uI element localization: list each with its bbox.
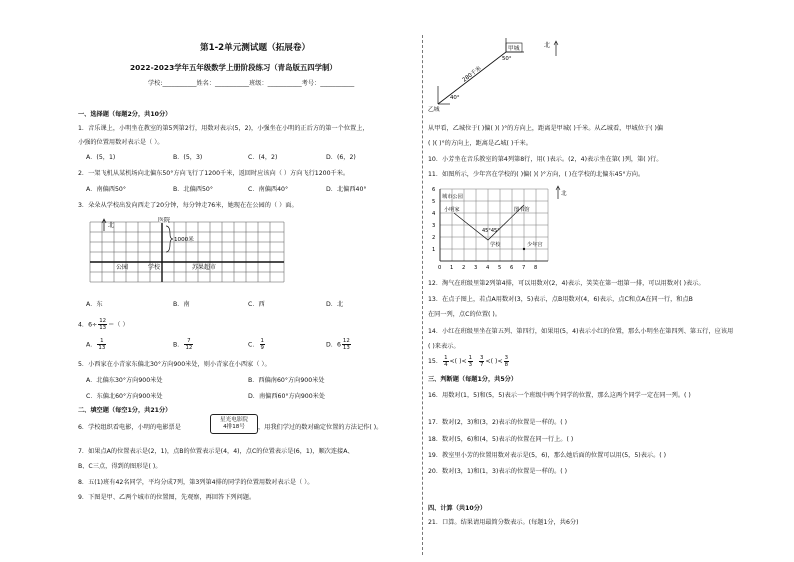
question-1: 1．音乐课上，小明坐在教室的第5列第2行，用数对表示(5，2)，小强坐在小明的正后方的第一个位置上， <box>78 125 369 132</box>
map-distance-label: 1000米 <box>174 237 194 243</box>
q4-option-a-num: 1 <box>97 338 106 345</box>
question-14-cont: ( )来表示。 <box>428 343 460 350</box>
city-compass-figure <box>428 38 568 118</box>
question-9: 9．下图是甲、乙两个城市的位置图，先观察，再回答下列问题。 <box>78 494 256 501</box>
q15-frac-1: $\frac{1}{4}$ <box>444 354 448 368</box>
q4-option-a-label: A． <box>86 341 97 349</box>
q4-prefix: 4．6÷ <box>78 321 98 329</box>
map-market-label: 苏果超市 <box>192 264 217 271</box>
question-5: 5．小西家在小青家东偏北30°方向900米处，则小青家在小西家（ ）。 <box>78 361 271 368</box>
x-tick-4: 4 <box>486 265 490 271</box>
q4-option-b-label: B． <box>173 341 184 349</box>
map-hospital-label: 医院 <box>158 217 171 224</box>
question-7: 7．如果点A的位置表示是(2，1)，点B的位置表示是(4，4)，点C的位置表示是(6，1)，顺次连接A、 <box>78 448 354 455</box>
q5-option-a: A．北偏东30°方向900米处 <box>86 377 163 384</box>
y-tick-4: 4 <box>432 211 436 217</box>
q4-option-b <box>173 338 194 353</box>
y-tick-1: 1 <box>432 247 436 253</box>
question-12: 12．淘气在班级里第2列第4排，可以用数对(2，4)表示，笑笑在第一组第一排，可以用数对( )表示。 <box>428 280 705 287</box>
q1-option-b: B．(5，3) <box>173 154 203 161</box>
q2-option-b: B．北偏西50° <box>173 186 213 193</box>
distance-label: 280千米 <box>461 65 483 84</box>
q15-frac-4: $\frac{3}{8}$ <box>504 354 509 368</box>
map-school-label: 学校 <box>148 264 161 271</box>
q4-option-a-den: 13 <box>98 345 106 351</box>
x-tick-6: 6 <box>510 265 514 271</box>
q3-map-figure <box>88 217 318 285</box>
question-7-cont: B、C三点，得到的图形是( )。 <box>78 463 162 470</box>
question-14: 14．小红在班级里坐在第五列、第四行，如果用(5，4)表示小红的位置，那么小明坐在第四列、第五行，应该用 <box>428 328 734 335</box>
q4-option-b-den: 12 <box>185 345 193 351</box>
grid-place-youth-palace: 少年宫 <box>527 242 543 248</box>
q4-option-c-fraction <box>260 338 265 351</box>
map-north-label: 北 <box>108 222 115 229</box>
question-18: 18．数对(5，6)和(4，5)表示的位置在同一行上。( ) <box>428 436 574 443</box>
q4-option-d-num: 12 <box>342 338 350 344</box>
page-title: 第1-2单元测试题（拓展卷） <box>200 43 311 53</box>
map-grid <box>90 222 284 282</box>
q4-option-c-label: C． <box>248 341 259 349</box>
question-1-cont: 小强的位置用数对表示是（ ）。 <box>78 139 164 146</box>
question-8: 8．五(1)班有42名同学，平均分成7列，第3列第4排的同学的位置用数对表示是（ ）。 <box>78 479 314 486</box>
y-tick-2: 2 <box>432 235 436 241</box>
q4-option-c <box>248 338 266 353</box>
jia-angle: 50° <box>502 56 512 62</box>
place-grid-figure <box>428 183 578 275</box>
x-tick-8: 8 <box>534 265 538 271</box>
q3-option-b: B．南 <box>173 301 190 308</box>
q2-option-a: A．南偏西50° <box>86 186 126 193</box>
y-tick-5: 5 <box>432 199 436 205</box>
question-20: 20．数对(3，1)和(1，3)表示的位置是一样的。( ) <box>428 468 568 475</box>
q5-option-d: D．南偏西60°方向900米处 <box>248 393 326 400</box>
question-3: 3．朵朵从学校出发向西走了20分钟，每分钟走76米，她现在在公园的（ ）面。 <box>78 202 298 209</box>
y-tick-6: 6 <box>432 187 436 193</box>
question-9-part1: 从甲看，乙城位于( )偏( )( )°的方向上，距离是甲城( )千米。从乙城看，甲城位于( )偏 <box>428 125 664 132</box>
question-15: 15． $\frac{1}{4}$ <( )< $\frac{1}{3}$ $\frac{3}{7}$ <( )< $\frac{3}{8}$ <box>428 354 509 368</box>
question-21: 21．口算。结果请用最简分数表示。(每题1分，共6分) <box>428 519 579 526</box>
q4-option-d-label: D．6 <box>326 341 341 349</box>
question-4 <box>78 318 129 333</box>
grid-angles: 45°45° <box>482 228 500 234</box>
q15-frac-3: $\frac{3}{7}$ <box>480 354 484 368</box>
question-13: 13．在点子图上，若点A用数对(3，5)表示，点B用数对(4，6)表示，点C和点A在同一行，和点B <box>428 296 693 303</box>
x-tick-2: 2 <box>462 265 466 271</box>
grid-place-xiaoming: 小明家 <box>444 207 460 213</box>
page-subtitle: 2022-2023学年五年级数学上册阶段练习（青岛版五四学制） <box>130 63 337 72</box>
movie-ticket: 星光电影院 4排18号 <box>210 414 258 434</box>
grid-place-park: 城市公园 <box>442 194 463 200</box>
section-fill-heading: 二、填空题（每空1分，共21分） <box>78 407 172 414</box>
grid-place-school: 学校 <box>490 242 501 248</box>
section-judge-heading: 三、判断题（每题1分，共5分） <box>428 376 518 383</box>
q4-numerator: 12 <box>99 318 107 324</box>
q4-option-a-fraction <box>97 338 106 351</box>
question-13-cont: 在同一列，点C的位置( )。 <box>428 311 501 318</box>
question-17: 17．数对(2，3)和(3，2)表示的位置是一样的。( ) <box>428 419 568 426</box>
y-tick-3: 3 <box>432 223 436 229</box>
section-choice-heading: 一、选择题（每题2分，共10分） <box>78 111 172 118</box>
q4-option-b-num: 7 <box>184 338 193 345</box>
yi-label: 乙城 <box>428 107 440 113</box>
q4-denominator: 13 <box>99 325 107 331</box>
q4-option-d <box>326 338 352 353</box>
grid-y-ticks <box>432 187 436 253</box>
section-calc-heading: 四、计算（共10分） <box>428 505 487 512</box>
q4-option-d-den: 13 <box>342 345 350 351</box>
x-tick-3: 3 <box>474 265 478 271</box>
q4-option-c-den: 9 <box>260 345 264 351</box>
question-9-part2: ( )( )°的方向上，距离是乙城( )千米。 <box>428 140 532 147</box>
q5-option-b: B．西偏南60°方向900米处 <box>248 377 325 384</box>
map-park-label: 公园 <box>116 264 129 271</box>
question-19: 19．教室里小芳的位置用数对表示是(5，6)，那么她后面的位置可以用(5，5)表示。( ) <box>428 452 667 459</box>
map-distance-brace <box>166 226 173 252</box>
q4-option-c-num: 1 <box>260 338 264 344</box>
grid-north-label: 北 <box>561 191 567 197</box>
q15-number: 15． <box>428 358 443 365</box>
yi-angle: 40° <box>450 95 460 101</box>
q3-option-d: D．北 <box>326 301 344 308</box>
jia-label: 甲城 <box>508 46 520 52</box>
question-2: 2．一架飞机从某机场向北偏东50°方向飞行了1200千米，返回时应该向（ ）方向飞行1200千米。 <box>78 170 350 177</box>
x-tick-7: 7 <box>522 265 526 271</box>
q15-frac-2: $\frac{1}{3}$ <box>468 354 473 368</box>
grid-x-ticks <box>438 265 537 271</box>
question-10: 10．小芳坐在音乐教室的第4列第8行，用( )表示。(2，4)表示坐在第( )列，第( )行。 <box>428 156 663 163</box>
q4-suffix: ＝（ ） <box>108 321 129 329</box>
student-info-line: 学校:___________姓名：___________班级：___________考号：___________ <box>148 80 355 87</box>
question-11: 11．如图所示，少年宫在学校的( )偏( )( )°方向，( )在学校的北偏东45°方向。 <box>428 171 645 178</box>
x-tick-0: 0 <box>438 265 442 271</box>
x-tick-1: 1 <box>450 265 454 271</box>
x-tick-5: 5 <box>498 265 502 271</box>
q1-option-c: C．(4，2) <box>248 154 278 161</box>
youth-palace-dot <box>523 248 525 250</box>
q2-option-c: C．南偏西40° <box>248 186 289 193</box>
north-label: 北 <box>544 42 551 49</box>
q4-option-a <box>86 338 107 353</box>
q5-option-c: C．东偏北60°方向900米处 <box>86 393 163 400</box>
q3-option-a: A．东 <box>86 301 103 308</box>
q1-option-d: D．(6，2) <box>326 154 356 161</box>
q4-fraction <box>98 318 107 331</box>
question-16: 16．用数对(1，5)和(5，5)表示一个班级中两个同学的位置，那么这两个同学一定在同一列。( ) <box>428 392 691 399</box>
q3-option-c: C．西 <box>248 301 265 308</box>
column-divider <box>422 35 423 555</box>
question-6-cont: ，用我们学过的数对确定位置的方法记作( )。 <box>258 424 383 431</box>
question-6: 6．学校组织看电影，小明的电影票是 <box>78 424 181 431</box>
q4-option-b-fraction <box>184 338 193 351</box>
q2-option-d: D．北偏西40° <box>326 186 367 193</box>
q1-option-a: A．(5，1) <box>86 154 116 161</box>
grid-place-library: 图书馆 <box>514 207 530 213</box>
q4-option-d-fraction <box>342 338 351 351</box>
